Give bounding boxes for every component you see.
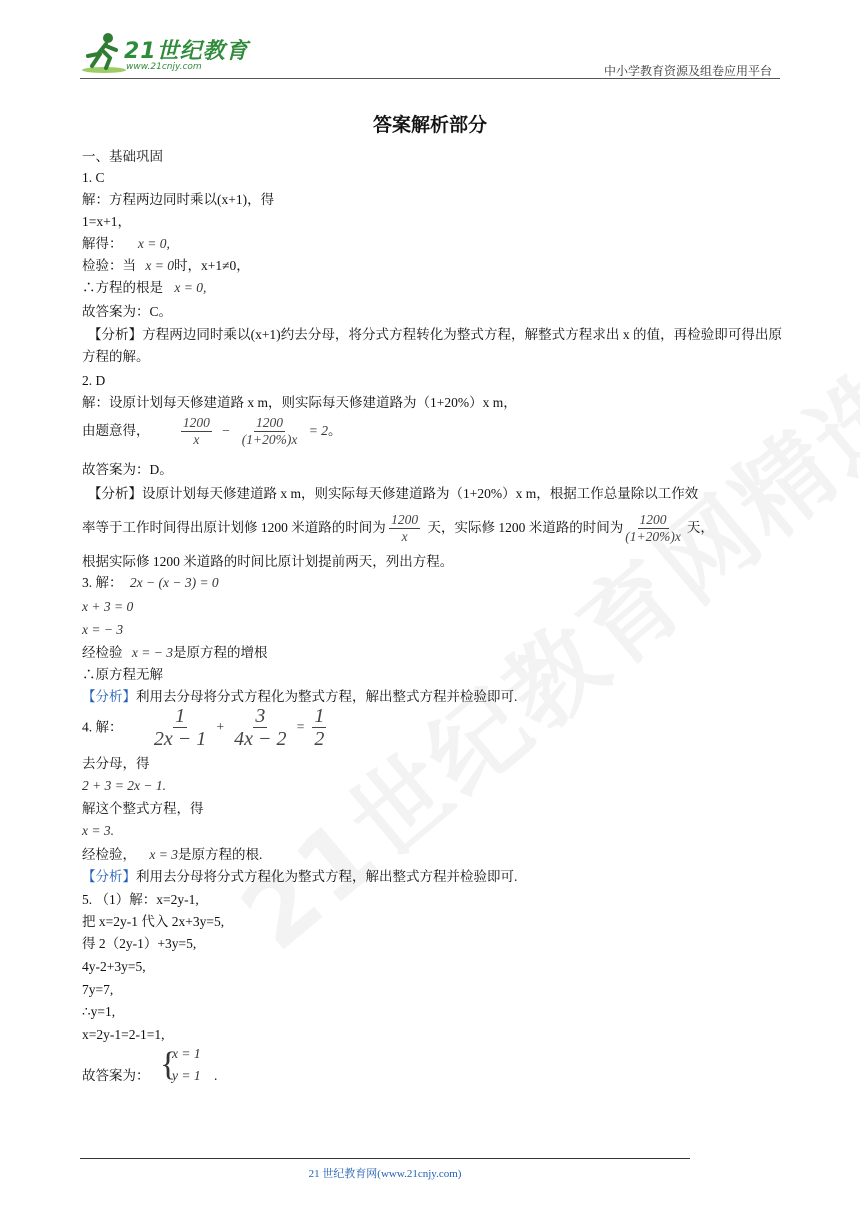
q5-step: ∴y=1, — [82, 1004, 116, 1019]
q1-math: x = 0, — [174, 280, 207, 295]
denominator: x — [401, 529, 408, 545]
q1-label: 检验：当 — [82, 258, 136, 273]
q1-step: 1=x+1， — [82, 214, 131, 229]
q3-conclusion: ∴原方程无解 — [82, 667, 163, 682]
logo-text: 21世纪教育 — [124, 39, 249, 64]
q1-math: x = 0 — [145, 258, 174, 273]
page-title: 答案解析部分 — [372, 114, 487, 136]
header-right-text: 中小学教育资源及组卷应用平台 — [603, 64, 772, 78]
q3-step — [82, 643, 267, 663]
q3-label: 经检验 — [82, 645, 123, 660]
q2-math: − — [221, 423, 231, 438]
footer-text: 21 世纪教育网(www.21cnjy.com) — [308, 1168, 462, 1180]
q2-fraction — [240, 415, 300, 448]
q1-answer: 1. C — [82, 170, 105, 185]
q2-analysis-text: 天，实际修 1200 米道路的时间为 — [427, 520, 624, 535]
q2-fraction — [181, 415, 212, 448]
q2-analysis: 【分析】设原计划每天修建道路 x m，则实际每天修建道路为（1+20%）x m，根据工作总量除以工作效 — [88, 486, 699, 501]
q4-math: = — [295, 719, 305, 734]
q2-math: = 2 — [308, 423, 328, 438]
numerator: 1200 — [639, 512, 667, 528]
q1-math: x = 0, — [137, 236, 170, 251]
denominator: 2x − 1 — [153, 728, 207, 751]
denominator: 4x − 2 — [234, 728, 287, 751]
header-logo — [80, 30, 250, 78]
q4-math: x = 3. — [82, 823, 114, 838]
denominator: x — [193, 432, 200, 448]
q5-step: 7y=7, — [82, 982, 114, 997]
q2-analysis-text: 率等于工作时间得出原计划修 1200 米道路的时间为 — [82, 520, 386, 535]
q4-step: 解这个整式方程，得 — [82, 801, 204, 816]
q4-label: 经检验， — [82, 847, 136, 862]
q5-label: 故答案为： — [82, 1068, 150, 1083]
analysis-text: 利用去分母将分式方程化为整式方程，解出整式方程并检验即可. — [136, 869, 518, 884]
q5-system-line: x = 1 — [172, 1046, 201, 1061]
q2-fraction — [623, 512, 683, 545]
numerator: 1200 — [256, 415, 284, 431]
q1-conclusion: 故答案为：C。 — [82, 304, 173, 319]
q2-step: 解：设原计划每天修建道路 x m，则实际每天修建道路为（1+20%）x m， — [82, 395, 517, 410]
q5-label: . — [214, 1068, 218, 1083]
q4-analysis — [82, 867, 517, 887]
q1-step — [82, 256, 250, 276]
q4-fraction — [232, 705, 288, 750]
q4-math: + — [215, 719, 225, 734]
q4-step: 去分母，得 — [82, 756, 150, 771]
q4-fraction — [152, 705, 208, 750]
numerator: 1 — [175, 705, 186, 728]
q3-math: x = − 3 — [82, 622, 124, 637]
q2-fraction — [389, 512, 420, 545]
q2-analysis: 根据实际修 1200 米道路的时间比原计划提前两天，列出方程。 — [82, 554, 454, 569]
analysis-text: 利用去分母将分式方程化为整式方程，解出整式方程并检验即可. — [136, 689, 518, 704]
q3-step — [82, 573, 219, 593]
q5-brace: { — [160, 1046, 177, 1083]
q1-label: 解得： — [82, 236, 123, 251]
q1-analysis: 【分析】方程两边同时乘以(x+1)约去分母，将分式方程转化为整式方程，解整式方程求出 x 的值，再检验即可得出原方程的解。 — [82, 327, 782, 364]
section-heading: 一、基础巩固 — [82, 149, 163, 164]
q2-analysis — [82, 510, 714, 546]
q3-math: 2x − (x − 3) = 0 — [129, 575, 219, 590]
logo-url: www.21cnjy.com — [126, 62, 202, 72]
q1-step — [82, 278, 206, 298]
q5-step: 得 2（2y-1）+3y=5, — [82, 936, 197, 951]
q5-step: 4y-2+3y=5, — [82, 959, 146, 974]
q2-label: 由题意得， — [82, 423, 150, 438]
q5-step: x=2y-1=2-1=1, — [82, 1027, 165, 1042]
q3-label: 是原方程的增根 — [172, 645, 268, 660]
q1-label: 时，x+1≠0， — [173, 258, 250, 273]
q1-step — [82, 234, 170, 254]
numerator: 1200 — [391, 512, 419, 528]
numerator: 1 — [314, 705, 325, 728]
q4-label: 4. 解： — [82, 719, 123, 735]
q4-equation — [82, 704, 326, 750]
q3-label: 3. 解： — [82, 575, 123, 590]
footer-rule — [80, 1158, 690, 1159]
q2-conclusion: 故答案为：D。 — [82, 462, 173, 477]
q4-math: 2 + 3 = 2x − 1. — [82, 778, 166, 793]
denominator: (1+20%)x — [241, 432, 298, 448]
q5-step: 5. （1）解：x=2y-1, — [82, 892, 199, 907]
denominator: 2 — [314, 728, 325, 751]
q3-math: x = − 3 — [131, 645, 173, 660]
q2-analysis-text: 天， — [686, 520, 714, 535]
q2-equation — [82, 414, 341, 448]
q1-label: ∴方程的根是 — [82, 280, 163, 295]
q4-label: 是原方程的根. — [177, 847, 263, 862]
runner-logo-icon — [80, 30, 128, 74]
q2-label: 。 — [327, 423, 342, 438]
numerator: 3 — [255, 705, 266, 728]
denominator: (1+20%)x — [625, 529, 681, 545]
q4-fraction — [312, 705, 326, 750]
q5-system-line: y = 1 — [172, 1068, 201, 1083]
q2-answer: 2. D — [82, 373, 106, 388]
analysis-tag: 【分析】 — [82, 689, 136, 704]
q5-step: 把 x=2y-1 代入 2x+3y=5, — [82, 914, 225, 929]
numerator: 1200 — [182, 415, 210, 431]
q1-step: 解：方程两边同时乘以(x+1)，得 — [82, 192, 275, 207]
header-rule — [80, 78, 780, 79]
analysis-tag: 【分析】 — [82, 869, 136, 884]
q4-step — [82, 845, 262, 865]
q4-math: x = 3 — [149, 847, 178, 862]
q3-math: x + 3 = 0 — [82, 599, 134, 614]
watermark — [208, 201, 860, 975]
